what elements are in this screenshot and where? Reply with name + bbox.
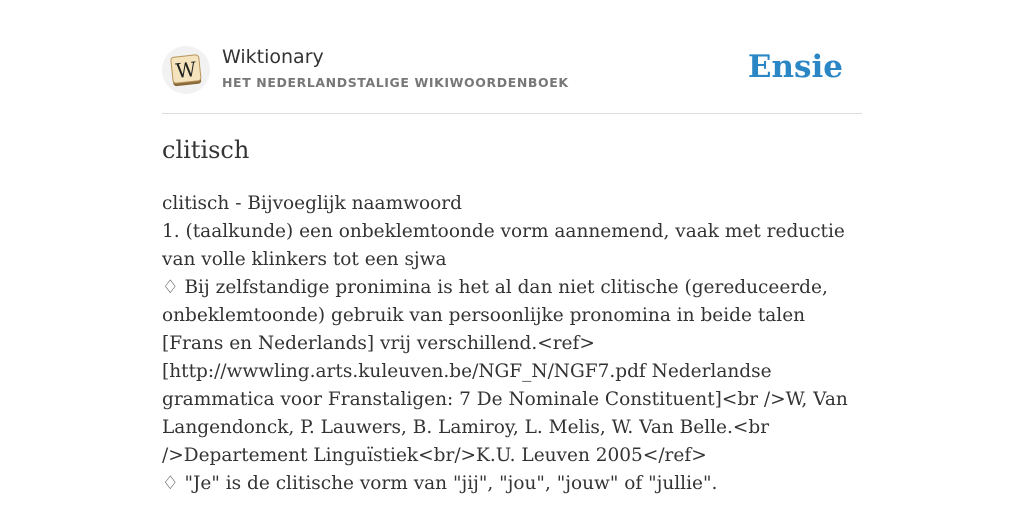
wiktionary-logo-icon[interactable]	[162, 46, 210, 94]
definition-content	[162, 190, 864, 498]
site-tagline: HET NEDERLANDSTALIGE WIKIWOORDENBOEK	[222, 75, 569, 90]
word-class-line: clitisch - Bijvoeglijk naamwoord	[162, 193, 462, 214]
example-line: ♢ "Je" is de clitische vorm van "jij", "jou", "jouw" of "jullie".	[162, 473, 718, 494]
site-header	[162, 0, 862, 114]
page-title: clitisch	[162, 136, 250, 164]
logo-letter: W	[174, 56, 198, 84]
ensie-logo-link[interactable]: Ensie	[747, 49, 843, 85]
site-name[interactable]: Wiktionary	[222, 46, 324, 68]
example-line: ♢ Bij zelfstandige pronimina is het al dan niet clitische (gereduceerde, onbeklemtoonde) gebruik van persoonlijke pronomina in beide talen [Frans en Nederlands] vrij verschillend.<ref>[http://wwwling.arts.kuleuven.be/NGF_N/NGF7.pdf Nederlandse grammatica voor Franstaligen: 7 De Nominale Constituent]<br />W, Van Langendonck, P. Lauwers, B. Lamiroy, L. Melis, W. Van Belle.<br />Departement Linguïstiek<br/>K.U. Leuven 2005</ref>	[162, 277, 848, 466]
definition-line: 1. (taalkunde) een onbeklemtoonde vorm aannemend, vaak met reductie van volle klinkers tot een sjwa	[162, 221, 845, 270]
page-container	[162, 0, 862, 494]
